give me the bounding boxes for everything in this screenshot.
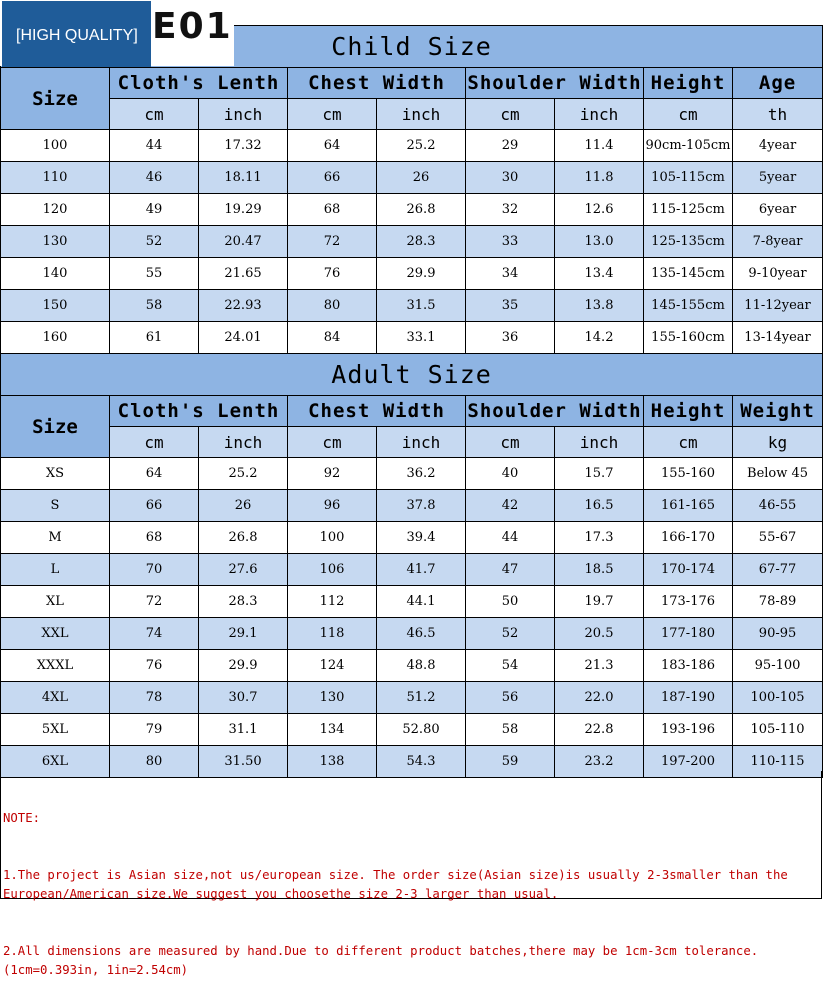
value-cell: 46.5 — [377, 618, 466, 650]
unit-cell: cm — [644, 99, 733, 130]
value-cell: 135-145cm — [644, 258, 733, 290]
value-cell: 155-160cm — [644, 322, 733, 354]
unit-cell: kg — [733, 427, 823, 458]
value-cell: 161-165 — [644, 490, 733, 522]
value-cell: 31.1 — [199, 714, 288, 746]
table-row — [1, 650, 823, 682]
size-chart — [0, 25, 822, 778]
value-cell: 33.1 — [377, 322, 466, 354]
value-cell: 29.1 — [199, 618, 288, 650]
note-line-1: 1.The project is Asian size,not us/european size. The order size(Asian size)is usually 2-3smaller than the European/American size.We suggest you choosethe size 2-3 larger than usual. — [3, 868, 796, 901]
adult-size-section — [1, 354, 823, 778]
value-cell: 13.8 — [555, 290, 644, 322]
value-cell: 70 — [110, 554, 199, 586]
adult-cloth-length-header: Cloth's Lenth — [110, 396, 288, 427]
size-cell: S — [1, 490, 110, 522]
note-heading: NOTE: — [3, 811, 41, 825]
value-cell: 14.2 — [555, 322, 644, 354]
value-cell: 40 — [466, 458, 555, 490]
value-cell: 5year — [733, 162, 823, 194]
size-cell: M — [1, 522, 110, 554]
value-cell: 49 — [110, 194, 199, 226]
table-row — [1, 586, 823, 618]
value-cell: 145-155cm — [644, 290, 733, 322]
table-row — [1, 162, 823, 194]
size-cell: XS — [1, 458, 110, 490]
unit-cell: cm — [466, 99, 555, 130]
child-size-title: Child Size — [1, 26, 823, 68]
unit-cell: cm — [110, 427, 199, 458]
value-cell: 84 — [288, 322, 377, 354]
unit-cell: cm — [644, 427, 733, 458]
value-cell: 46-55 — [733, 490, 823, 522]
value-cell: 52.80 — [377, 714, 466, 746]
unit-cell: cm — [288, 427, 377, 458]
size-cell: 140 — [1, 258, 110, 290]
value-cell: 76 — [288, 258, 377, 290]
value-cell: 29.9 — [377, 258, 466, 290]
value-cell: 13.0 — [555, 226, 644, 258]
table-row — [1, 522, 823, 554]
value-cell: 90-95 — [733, 618, 823, 650]
value-cell: 9-10year — [733, 258, 823, 290]
value-cell: 13.4 — [555, 258, 644, 290]
value-cell: 58 — [466, 714, 555, 746]
value-cell: 20.5 — [555, 618, 644, 650]
value-cell: 112 — [288, 586, 377, 618]
value-cell: 42 — [466, 490, 555, 522]
table-row — [1, 290, 823, 322]
value-cell: 118 — [288, 618, 377, 650]
child-size-section — [1, 26, 823, 354]
value-cell: 21.65 — [199, 258, 288, 290]
value-cell: Below 45 — [733, 458, 823, 490]
value-cell: 18.5 — [555, 554, 644, 586]
value-cell: 47 — [466, 554, 555, 586]
size-cell: 130 — [1, 226, 110, 258]
value-cell: 72 — [288, 226, 377, 258]
value-cell: 26 — [199, 490, 288, 522]
child-age-header: Age — [733, 68, 823, 99]
value-cell: 52 — [466, 618, 555, 650]
brand-logo — [0, 0, 234, 66]
value-cell: 19.29 — [199, 194, 288, 226]
value-cell: 29 — [466, 130, 555, 162]
value-cell: 13-14year — [733, 322, 823, 354]
value-cell: 95-100 — [733, 650, 823, 682]
table-row — [1, 130, 823, 162]
value-cell: 31.50 — [199, 746, 288, 778]
value-cell: 44 — [466, 522, 555, 554]
value-cell: 177-180 — [644, 618, 733, 650]
note-line-2: 2.All dimensions are measured by hand.Due to different product batches,there may be 1cm-3cm tolerance.(1cm=0.393in, 1in=2.54cm) — [3, 944, 759, 977]
size-cell: 4XL — [1, 682, 110, 714]
value-cell: 11.4 — [555, 130, 644, 162]
value-cell: 11-12year — [733, 290, 823, 322]
value-cell: 68 — [288, 194, 377, 226]
unit-cell: inch — [377, 99, 466, 130]
child-shoulder-width-header: Shoulder Width — [466, 68, 644, 99]
value-cell: 155-160 — [644, 458, 733, 490]
unit-cell: inch — [199, 427, 288, 458]
value-cell: 90cm-105cm — [644, 130, 733, 162]
size-cell: 160 — [1, 322, 110, 354]
value-cell: 76 — [110, 650, 199, 682]
value-cell: 30.7 — [199, 682, 288, 714]
value-cell: 16.5 — [555, 490, 644, 522]
value-cell: 58 — [110, 290, 199, 322]
table-row — [1, 226, 823, 258]
value-cell: 30 — [466, 162, 555, 194]
value-cell: 105-115cm — [644, 162, 733, 194]
value-cell: 130 — [288, 682, 377, 714]
value-cell: 50 — [466, 586, 555, 618]
value-cell: 11.8 — [555, 162, 644, 194]
value-cell: 32 — [466, 194, 555, 226]
value-cell: 64 — [110, 458, 199, 490]
value-cell: 105-110 — [733, 714, 823, 746]
adult-chest-width-header: Chest Width — [288, 396, 466, 427]
value-cell: 67-77 — [733, 554, 823, 586]
size-cell: XXXL — [1, 650, 110, 682]
value-cell: 183-186 — [644, 650, 733, 682]
value-cell: 21.3 — [555, 650, 644, 682]
size-cell: 100 — [1, 130, 110, 162]
value-cell: 55 — [110, 258, 199, 290]
value-cell: 36 — [466, 322, 555, 354]
value-cell: 24.01 — [199, 322, 288, 354]
adult-units-row — [1, 427, 823, 458]
adult-height-header: Height — [644, 396, 733, 427]
table-row — [1, 554, 823, 586]
value-cell: 51.2 — [377, 682, 466, 714]
value-cell: 26.8 — [199, 522, 288, 554]
logo-text: E01 — [152, 6, 233, 47]
value-cell: 44.1 — [377, 586, 466, 618]
size-cell: 6XL — [1, 746, 110, 778]
note-box — [0, 771, 822, 977]
table-row — [1, 258, 823, 290]
value-cell: 115-125cm — [644, 194, 733, 226]
value-cell: 22.93 — [199, 290, 288, 322]
unit-cell: inch — [377, 427, 466, 458]
value-cell: 15.7 — [555, 458, 644, 490]
value-cell: 25.2 — [199, 458, 288, 490]
value-cell: 66 — [110, 490, 199, 522]
value-cell: 72 — [110, 586, 199, 618]
value-cell: 173-176 — [644, 586, 733, 618]
value-cell: 125-135cm — [644, 226, 733, 258]
table-row — [1, 490, 823, 522]
value-cell: 6year — [733, 194, 823, 226]
size-cell: 5XL — [1, 714, 110, 746]
value-cell: 20.47 — [199, 226, 288, 258]
value-cell: 12.6 — [555, 194, 644, 226]
value-cell: 66 — [288, 162, 377, 194]
size-cell: XL — [1, 586, 110, 618]
value-cell: 31.5 — [377, 290, 466, 322]
value-cell: 110-115 — [733, 746, 823, 778]
unit-cell: inch — [199, 99, 288, 130]
value-cell: 27.6 — [199, 554, 288, 586]
size-cell: L — [1, 554, 110, 586]
adult-weight-header: Weight — [733, 396, 823, 427]
size-cell: 110 — [1, 162, 110, 194]
child-chest-width-header: Chest Width — [288, 68, 466, 99]
value-cell: 34 — [466, 258, 555, 290]
value-cell: 4year — [733, 130, 823, 162]
value-cell: 23.2 — [555, 746, 644, 778]
value-cell: 54 — [466, 650, 555, 682]
value-cell: 33 — [466, 226, 555, 258]
child-height-header: Height — [644, 68, 733, 99]
value-cell: 80 — [110, 746, 199, 778]
value-cell: 37.8 — [377, 490, 466, 522]
value-cell: 56 — [466, 682, 555, 714]
value-cell: 22.8 — [555, 714, 644, 746]
table-row — [1, 458, 823, 490]
value-cell: 55-67 — [733, 522, 823, 554]
value-cell: 28.3 — [377, 226, 466, 258]
value-cell: 134 — [288, 714, 377, 746]
table-row — [1, 682, 823, 714]
value-cell: 26.8 — [377, 194, 466, 226]
value-cell: 170-174 — [644, 554, 733, 586]
value-cell: 29.9 — [199, 650, 288, 682]
adult-size-header: Size — [1, 396, 110, 458]
value-cell: 59 — [466, 746, 555, 778]
value-cell: 78 — [110, 682, 199, 714]
value-cell: 78-89 — [733, 586, 823, 618]
value-cell: 7-8year — [733, 226, 823, 258]
unit-cell: cm — [110, 99, 199, 130]
value-cell: 187-190 — [644, 682, 733, 714]
value-cell: 92 — [288, 458, 377, 490]
value-cell: 138 — [288, 746, 377, 778]
adult-size-title: Adult Size — [1, 354, 823, 396]
value-cell: 106 — [288, 554, 377, 586]
value-cell: 96 — [288, 490, 377, 522]
table-row — [1, 194, 823, 226]
table-row — [1, 322, 823, 354]
value-cell: 26 — [377, 162, 466, 194]
value-cell: 25.2 — [377, 130, 466, 162]
unit-cell: inch — [555, 427, 644, 458]
value-cell: 48.8 — [377, 650, 466, 682]
value-cell: 197-200 — [644, 746, 733, 778]
child-cloth-length-header: Cloth's Lenth — [110, 68, 288, 99]
value-cell: 28.3 — [199, 586, 288, 618]
value-cell: 79 — [110, 714, 199, 746]
value-cell: 22.0 — [555, 682, 644, 714]
value-cell: 39.4 — [377, 522, 466, 554]
value-cell: 19.7 — [555, 586, 644, 618]
value-cell: 54.3 — [377, 746, 466, 778]
child-units-row — [1, 99, 823, 130]
size-table — [0, 25, 823, 778]
value-cell: 44 — [110, 130, 199, 162]
value-cell: 36.2 — [377, 458, 466, 490]
unit-cell: cm — [466, 427, 555, 458]
value-cell: 61 — [110, 322, 199, 354]
value-cell: 17.3 — [555, 522, 644, 554]
quality-badge: [HIGH QUALITY] — [2, 1, 151, 67]
value-cell: 74 — [110, 618, 199, 650]
value-cell: 193-196 — [644, 714, 733, 746]
table-row — [1, 714, 823, 746]
value-cell: 17.32 — [199, 130, 288, 162]
value-cell: 64 — [288, 130, 377, 162]
value-cell: 41.7 — [377, 554, 466, 586]
value-cell: 35 — [466, 290, 555, 322]
value-cell: 46 — [110, 162, 199, 194]
table-row — [1, 618, 823, 650]
value-cell: 124 — [288, 650, 377, 682]
child-size-header: Size — [1, 68, 110, 130]
value-cell: 52 — [110, 226, 199, 258]
size-cell: 150 — [1, 290, 110, 322]
size-cell: 120 — [1, 194, 110, 226]
value-cell: 80 — [288, 290, 377, 322]
value-cell: 100-105 — [733, 682, 823, 714]
size-cell: XXL — [1, 618, 110, 650]
unit-cell: cm — [288, 99, 377, 130]
value-cell: 68 — [110, 522, 199, 554]
adult-shoulder-width-header: Shoulder Width — [466, 396, 644, 427]
unit-cell: th — [733, 99, 823, 130]
value-cell: 166-170 — [644, 522, 733, 554]
unit-cell: inch — [555, 99, 644, 130]
value-cell: 100 — [288, 522, 377, 554]
value-cell: 18.11 — [199, 162, 288, 194]
